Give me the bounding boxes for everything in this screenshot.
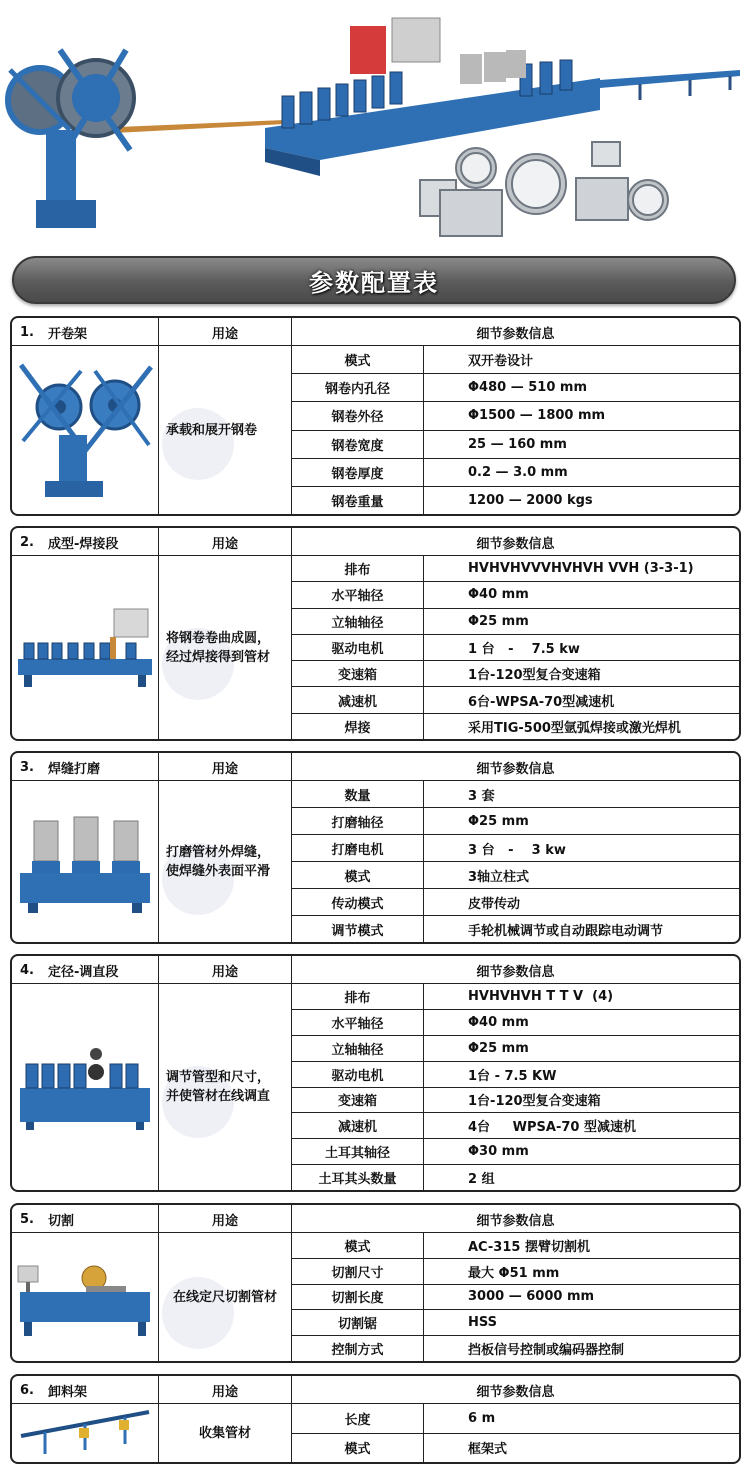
section-cutting — [10, 1203, 741, 1363]
section-header — [12, 956, 739, 984]
param-row — [292, 459, 739, 487]
param-value: 0.2 — 3.0 mm — [468, 464, 568, 480]
param-label: 立轴轴径 — [292, 609, 424, 634]
section-number: 3. — [20, 759, 34, 775]
param-label: 切割锯 — [292, 1310, 424, 1335]
forming-mill-icon — [12, 556, 159, 739]
params-table — [292, 984, 739, 1190]
param-label: 数量 — [292, 781, 424, 807]
params-table — [292, 346, 739, 514]
param-value: 挡板信号控制或编码器控制 — [468, 1343, 625, 1359]
param-value: 手轮机械调节或自动跟踪电动调节 — [468, 923, 664, 939]
param-label: 模式 — [292, 1233, 424, 1258]
params-table — [292, 556, 739, 739]
param-row — [292, 374, 739, 402]
params-table — [292, 1404, 739, 1462]
section-number: 1. — [20, 324, 34, 340]
param-value: 1台-120型复合变速箱 — [468, 668, 601, 684]
section-number: 4. — [20, 962, 34, 978]
param-value: 2 组 — [468, 1172, 495, 1188]
param-value: Φ30 mm — [468, 1144, 529, 1160]
details-header: 细节参数信息 — [476, 1213, 555, 1229]
section-header — [12, 1205, 739, 1233]
unloading-rack-icon — [12, 1404, 159, 1462]
section-name: 切割 — [48, 1213, 75, 1229]
param-value: HVHVHVVVHVHVH VVH (3-3-1) — [468, 561, 694, 577]
param-value: 1 台 - 7.5 kw — [468, 641, 580, 657]
details-header: 细节参数信息 — [476, 536, 555, 552]
param-value: 6台-WPSA-70型减速机 — [468, 694, 615, 710]
param-value: 3 套 — [468, 788, 495, 804]
decoiler-icon — [12, 346, 159, 514]
param-value: 1200 — 2000 kgs — [468, 492, 593, 508]
tube-mill-line-illustration — [0, 0, 750, 250]
param-label: 驱动电机 — [292, 1062, 424, 1087]
section-header — [12, 318, 739, 346]
usage-header: 用途 — [159, 1205, 292, 1233]
usage-text: 收集管材 — [159, 1404, 292, 1462]
param-value: 双开卷设计 — [468, 354, 534, 370]
param-label: 打磨轴径 — [292, 808, 424, 834]
section-number: 6. — [20, 1382, 34, 1398]
section-sizing-straightening — [10, 954, 741, 1192]
param-row — [292, 402, 739, 430]
param-label: 水平轴径 — [292, 1010, 424, 1035]
usage-header: 用途 — [159, 956, 292, 984]
param-row — [292, 431, 739, 459]
param-value: Φ25 mm — [468, 813, 529, 829]
usage-text: 打磨管材外焊缝， 使焊缝外表面平滑 — [159, 781, 292, 942]
param-value: 皮带传动 — [468, 896, 521, 912]
table-title-banner — [12, 256, 736, 304]
params-table — [292, 1233, 739, 1361]
param-value: 3轴立柱式 — [468, 869, 530, 885]
param-value: Φ1500 — 1800 mm — [468, 408, 606, 424]
hero-image — [0, 0, 750, 250]
param-value: 1台-120型复合变速箱 — [468, 1094, 601, 1110]
section-name: 焊缝打磨 — [48, 761, 101, 777]
section-weld-grinding — [10, 751, 741, 944]
param-value: 4台 WPSA-70 型减速机 — [468, 1120, 636, 1136]
details-header: 细节参数信息 — [476, 1384, 555, 1400]
param-value: 1台 - 7.5 KW — [468, 1068, 557, 1084]
param-label: 排布 — [292, 984, 424, 1009]
param-label: 钢卷外径 — [292, 402, 424, 429]
param-label: 焊接 — [292, 714, 424, 739]
param-label: 传动模式 — [292, 889, 424, 915]
param-label: 减速机 — [292, 1113, 424, 1138]
param-label: 钢卷内孔径 — [292, 374, 424, 401]
param-label: 排布 — [292, 556, 424, 581]
param-label: 钢卷厚度 — [292, 459, 424, 486]
param-value: 25 — 160 mm — [468, 436, 567, 452]
sizing-unit-icon — [12, 984, 159, 1190]
param-label: 调节模式 — [292, 916, 424, 942]
param-value: AC-315 摆臂切割机 — [468, 1239, 590, 1255]
section-decoiler — [10, 316, 741, 516]
param-label: 钢卷宽度 — [292, 431, 424, 458]
param-label: 打磨电机 — [292, 835, 424, 861]
param-label: 长度 — [292, 1404, 424, 1433]
param-label: 土耳其头数量 — [292, 1165, 424, 1190]
cutting-saw-icon — [12, 1233, 159, 1361]
param-label: 减速机 — [292, 687, 424, 712]
param-value: HVHVHVH T T V (4) — [468, 988, 614, 1004]
section-name: 开卷架 — [48, 326, 88, 342]
param-value: 3000 — 6000 mm — [468, 1289, 595, 1305]
param-label: 土耳其轴径 — [292, 1139, 424, 1164]
param-label: 钢卷重量 — [292, 487, 424, 514]
section-name: 卸料架 — [48, 1384, 88, 1400]
param-value: 最大 Φ51 mm — [468, 1265, 560, 1281]
param-value: Φ25 mm — [468, 613, 529, 629]
param-value: Φ25 mm — [468, 1040, 529, 1056]
usage-header: 用途 — [159, 318, 292, 346]
usage-header: 用途 — [159, 1376, 292, 1404]
section-header — [12, 753, 739, 781]
hero-mill-line-icon — [265, 18, 740, 176]
param-value: Φ480 — 510 mm — [468, 380, 587, 396]
usage-text: 在线定尺切割管材 — [159, 1233, 292, 1361]
section-header — [12, 1376, 739, 1404]
param-value: Φ40 mm — [468, 587, 529, 603]
usage-header: 用途 — [159, 753, 292, 781]
details-header: 细节参数信息 — [476, 964, 555, 980]
param-value: 3 台 - 3 kw — [468, 842, 566, 858]
param-label: 控制方式 — [292, 1336, 424, 1361]
param-label: 变速箱 — [292, 661, 424, 686]
section-name: 定径-调直段 — [48, 964, 119, 980]
param-label: 驱动电机 — [292, 635, 424, 660]
param-label: 切割长度 — [292, 1285, 424, 1310]
param-value: 框架式 — [468, 1442, 508, 1458]
section-header — [12, 528, 739, 556]
table-title: 参数配置表 — [309, 268, 439, 297]
param-label: 模式 — [292, 346, 424, 373]
param-label: 立轴轴径 — [292, 1036, 424, 1061]
param-label: 变速箱 — [292, 1088, 424, 1113]
param-label: 模式 — [292, 1434, 424, 1463]
usage-header: 用途 — [159, 528, 292, 556]
section-name: 成型-焊接段 — [48, 536, 119, 552]
section-forming-welding — [10, 526, 741, 741]
grinding-unit-icon — [12, 781, 159, 942]
param-label: 水平轴径 — [292, 582, 424, 607]
param-row — [292, 487, 739, 514]
section-number: 5. — [20, 1211, 34, 1227]
usage-text: 调节管型和尺寸， 并使管材在线调直 — [159, 984, 292, 1190]
details-header: 细节参数信息 — [476, 761, 555, 777]
param-label: 切割尺寸 — [292, 1259, 424, 1284]
params-table — [292, 781, 739, 942]
param-value: 采用TIG-500型氩弧焊接或激光焊机 — [468, 720, 681, 736]
usage-text: 将钢卷卷曲成圆， 经过焊接得到管材 — [159, 556, 292, 739]
param-value: HSS — [468, 1315, 498, 1331]
param-label: 模式 — [292, 862, 424, 888]
details-header: 细节参数信息 — [476, 326, 555, 342]
param-value: 6 m — [468, 1410, 496, 1426]
param-row — [292, 346, 739, 374]
section-number: 2. — [20, 534, 34, 550]
param-value: Φ40 mm — [468, 1014, 529, 1030]
section-unloading-rack — [10, 1374, 741, 1464]
hero-pipes-icon — [420, 142, 668, 236]
hero-decoiler-icon — [8, 50, 134, 228]
usage-text: 承载和展开钢卷 — [159, 346, 292, 514]
